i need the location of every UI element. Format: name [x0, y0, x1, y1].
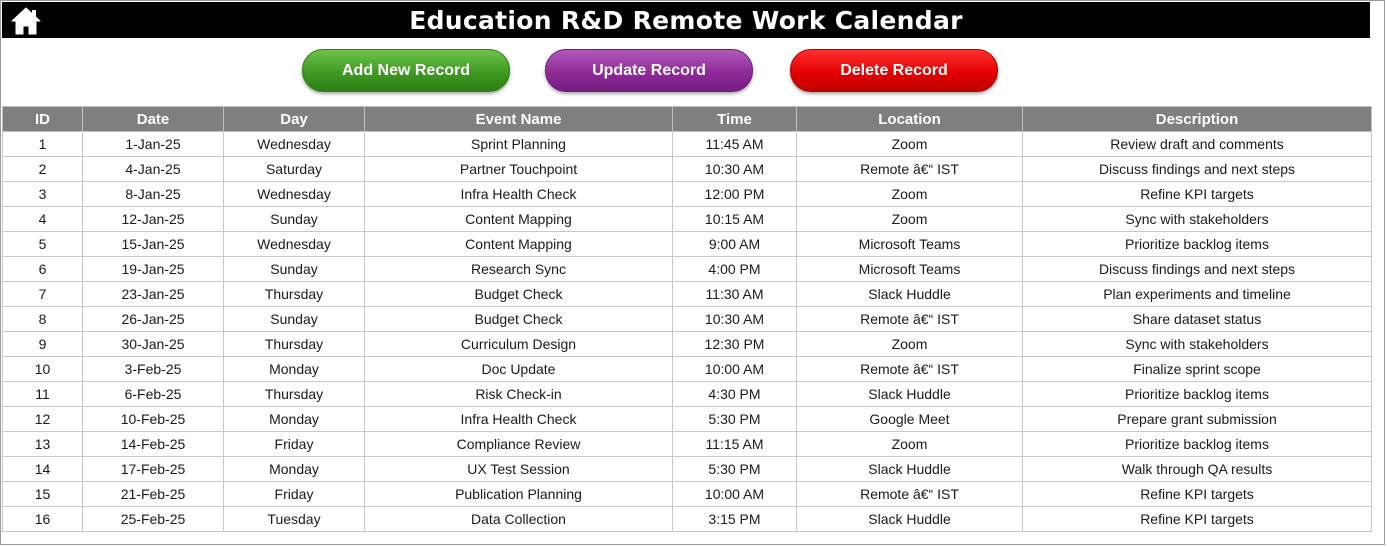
table-body	[3, 132, 1372, 532]
cell-day[interactable]: Wednesday	[224, 232, 365, 257]
cell-id[interactable]: 11	[3, 382, 83, 407]
cell-event-name[interactable]: Doc Update	[365, 357, 673, 382]
cell-day[interactable]: Monday	[224, 457, 365, 482]
add-new-record-button[interactable]: Add New Record	[302, 49, 510, 92]
cell-location[interactable]: Remote â€“ IST	[797, 357, 1023, 382]
cell-description[interactable]: Refine KPI targets	[1023, 182, 1372, 207]
cell-description[interactable]: Refine KPI targets	[1023, 482, 1372, 507]
update-record-button[interactable]: Update Record	[545, 49, 753, 92]
home-icon[interactable]	[10, 6, 42, 36]
cell-event-name[interactable]: Budget Check	[365, 307, 673, 332]
cell-description[interactable]: Sync with stakeholders	[1023, 207, 1372, 232]
cell-day[interactable]: Sunday	[224, 307, 365, 332]
cell-event-name[interactable]: Content Mapping	[365, 232, 673, 257]
cell-date[interactable]: 10-Feb-25	[83, 407, 224, 432]
cell-description[interactable]: Prioritize backlog items	[1023, 432, 1372, 457]
table-row[interactable]	[3, 257, 1372, 282]
cell-location[interactable]: Remote â€“ IST	[797, 307, 1023, 332]
events-table	[2, 106, 1372, 532]
cell-description[interactable]: Walk through QA results	[1023, 457, 1372, 482]
cell-day[interactable]: Wednesday	[224, 182, 365, 207]
cell-time[interactable]: 10:15 AM	[673, 207, 797, 232]
cell-location[interactable]: Microsoft Teams	[797, 232, 1023, 257]
cell-event-name[interactable]: Sprint Planning	[365, 132, 673, 157]
page-title: Education R&D Remote Work Calendar	[409, 5, 963, 35]
cell-location[interactable]: Microsoft Teams	[797, 257, 1023, 282]
cell-date[interactable]: 12-Jan-25	[83, 207, 224, 232]
table-row[interactable]	[3, 282, 1372, 307]
cell-location[interactable]: Remote â€“ IST	[797, 157, 1023, 182]
cell-id[interactable]: 15	[3, 482, 83, 507]
cell-time[interactable]: 3:15 PM	[673, 507, 797, 532]
cell-description[interactable]: Refine KPI targets	[1023, 507, 1372, 532]
cell-date[interactable]: 14-Feb-25	[83, 432, 224, 457]
cell-location[interactable]: Slack Huddle	[797, 457, 1023, 482]
column-header-date[interactable]: Date	[83, 107, 224, 132]
table-row[interactable]	[3, 307, 1372, 332]
cell-location[interactable]: Zoom	[797, 182, 1023, 207]
delete-record-button[interactable]: Delete Record	[790, 49, 998, 92]
cell-id[interactable]: 6	[3, 257, 83, 282]
cell-location[interactable]: Zoom	[797, 132, 1023, 157]
cell-day[interactable]: Saturday	[224, 157, 365, 182]
cell-event-name[interactable]: Infra Health Check	[365, 407, 673, 432]
cell-day[interactable]: Friday	[224, 482, 365, 507]
cell-time[interactable]: 5:30 PM	[673, 407, 797, 432]
table-row[interactable]	[3, 482, 1372, 507]
table-row[interactable]	[3, 182, 1372, 207]
table-row[interactable]	[3, 457, 1372, 482]
cell-description[interactable]: Prioritize backlog items	[1023, 382, 1372, 407]
cell-id[interactable]: 1	[3, 132, 83, 157]
cell-id[interactable]: 9	[3, 332, 83, 357]
cell-time[interactable]: 5:30 PM	[673, 457, 797, 482]
cell-location[interactable]: Zoom	[797, 332, 1023, 357]
column-header-id[interactable]: ID	[3, 107, 83, 132]
cell-location[interactable]: Zoom	[797, 432, 1023, 457]
column-header-event-name[interactable]: Event Name	[365, 107, 673, 132]
table-row[interactable]	[3, 132, 1372, 157]
cell-id[interactable]: 10	[3, 357, 83, 382]
cell-date[interactable]: 21-Feb-25	[83, 482, 224, 507]
column-header-description[interactable]: Description	[1023, 107, 1372, 132]
cell-time[interactable]: 4:00 PM	[673, 257, 797, 282]
cell-date[interactable]: 26-Jan-25	[83, 307, 224, 332]
cell-day[interactable]: Sunday	[224, 257, 365, 282]
cell-day[interactable]: Tuesday	[224, 507, 365, 532]
cell-description[interactable]: Share dataset status	[1023, 307, 1372, 332]
cell-date[interactable]: 30-Jan-25	[83, 332, 224, 357]
cell-date[interactable]: 4-Jan-25	[83, 157, 224, 182]
cell-description[interactable]: Finalize sprint scope	[1023, 357, 1372, 382]
cell-id[interactable]: 5	[3, 232, 83, 257]
cell-id[interactable]: 8	[3, 307, 83, 332]
cell-time[interactable]: 9:00 AM	[673, 232, 797, 257]
cell-time[interactable]: 11:15 AM	[673, 432, 797, 457]
cell-location[interactable]: Slack Huddle	[797, 382, 1023, 407]
cell-time[interactable]: 10:30 AM	[673, 157, 797, 182]
cell-id[interactable]: 4	[3, 207, 83, 232]
cell-location[interactable]: Remote â€“ IST	[797, 482, 1023, 507]
cell-id[interactable]: 16	[3, 507, 83, 532]
cell-date[interactable]: 3-Feb-25	[83, 357, 224, 382]
cell-location[interactable]: Zoom	[797, 207, 1023, 232]
cell-day[interactable]: Thursday	[224, 382, 365, 407]
cell-event-name[interactable]: Budget Check	[365, 282, 673, 307]
cell-time[interactable]: 4:30 PM	[673, 382, 797, 407]
cell-time[interactable]: 10:00 AM	[673, 482, 797, 507]
cell-day[interactable]: Thursday	[224, 332, 365, 357]
cell-description[interactable]: Prepare grant submission	[1023, 407, 1372, 432]
cell-description[interactable]: Review draft and comments	[1023, 132, 1372, 157]
cell-day[interactable]: Wednesday	[224, 132, 365, 157]
cell-description[interactable]: Discuss findings and next steps	[1023, 157, 1372, 182]
cell-event-name[interactable]: Infra Health Check	[365, 182, 673, 207]
cell-description[interactable]: Prioritize backlog items	[1023, 232, 1372, 257]
cell-id[interactable]: 7	[3, 282, 83, 307]
cell-day[interactable]: Monday	[224, 407, 365, 432]
table-row[interactable]	[3, 232, 1372, 257]
cell-time[interactable]: 11:30 AM	[673, 282, 797, 307]
cell-event-name[interactable]: Partner Touchpoint	[365, 157, 673, 182]
cell-date[interactable]: 25-Feb-25	[83, 507, 224, 532]
cell-date[interactable]: 23-Jan-25	[83, 282, 224, 307]
cell-date[interactable]: 6-Feb-25	[83, 382, 224, 407]
cell-id[interactable]: 13	[3, 432, 83, 457]
cell-time[interactable]: 10:00 AM	[673, 357, 797, 382]
cell-location[interactable]: Google Meet	[797, 407, 1023, 432]
table-row[interactable]	[3, 357, 1372, 382]
table-row[interactable]	[3, 332, 1372, 357]
cell-date[interactable]: 15-Jan-25	[83, 232, 224, 257]
table-row[interactable]	[3, 432, 1372, 457]
cell-date[interactable]: 1-Jan-25	[83, 132, 224, 157]
cell-date[interactable]: 17-Feb-25	[83, 457, 224, 482]
cell-day[interactable]: Friday	[224, 432, 365, 457]
cell-day[interactable]: Thursday	[224, 282, 365, 307]
column-header-day[interactable]: Day	[224, 107, 365, 132]
cell-event-name[interactable]: Research Sync	[365, 257, 673, 282]
table-row[interactable]	[3, 157, 1372, 182]
cell-description[interactable]: Sync with stakeholders	[1023, 332, 1372, 357]
table-row[interactable]	[3, 207, 1372, 232]
cell-event-name[interactable]: Data Collection	[365, 507, 673, 532]
cell-time[interactable]: 12:00 PM	[673, 182, 797, 207]
cell-location[interactable]: Slack Huddle	[797, 507, 1023, 532]
column-header-time[interactable]: Time	[673, 107, 797, 132]
cell-time[interactable]: 11:45 AM	[673, 132, 797, 157]
cell-id[interactable]: 2	[3, 157, 83, 182]
cell-id[interactable]: 3	[3, 182, 83, 207]
cell-event-name[interactable]: Publication Planning	[365, 482, 673, 507]
cell-date[interactable]: 19-Jan-25	[83, 257, 224, 282]
cell-description[interactable]: Plan experiments and timeline	[1023, 282, 1372, 307]
cell-event-name[interactable]: Curriculum Design	[365, 332, 673, 357]
table-row[interactable]	[3, 407, 1372, 432]
cell-id[interactable]: 12	[3, 407, 83, 432]
cell-day[interactable]: Monday	[224, 357, 365, 382]
column-header-location[interactable]: Location	[797, 107, 1023, 132]
cell-location[interactable]: Slack Huddle	[797, 282, 1023, 307]
cell-event-name[interactable]: Content Mapping	[365, 207, 673, 232]
cell-day[interactable]: Sunday	[224, 207, 365, 232]
cell-date[interactable]: 8-Jan-25	[83, 182, 224, 207]
table-row[interactable]	[3, 382, 1372, 407]
cell-time[interactable]: 10:30 AM	[673, 307, 797, 332]
table-header-row	[3, 107, 1372, 132]
cell-id[interactable]: 14	[3, 457, 83, 482]
cell-event-name[interactable]: UX Test Session	[365, 457, 673, 482]
table-row[interactable]	[3, 507, 1372, 532]
title-bar	[2, 2, 1370, 38]
cell-time[interactable]: 12:30 PM	[673, 332, 797, 357]
cell-description[interactable]: Discuss findings and next steps	[1023, 257, 1372, 282]
cell-event-name[interactable]: Risk Check-in	[365, 382, 673, 407]
cell-event-name[interactable]: Compliance Review	[365, 432, 673, 457]
